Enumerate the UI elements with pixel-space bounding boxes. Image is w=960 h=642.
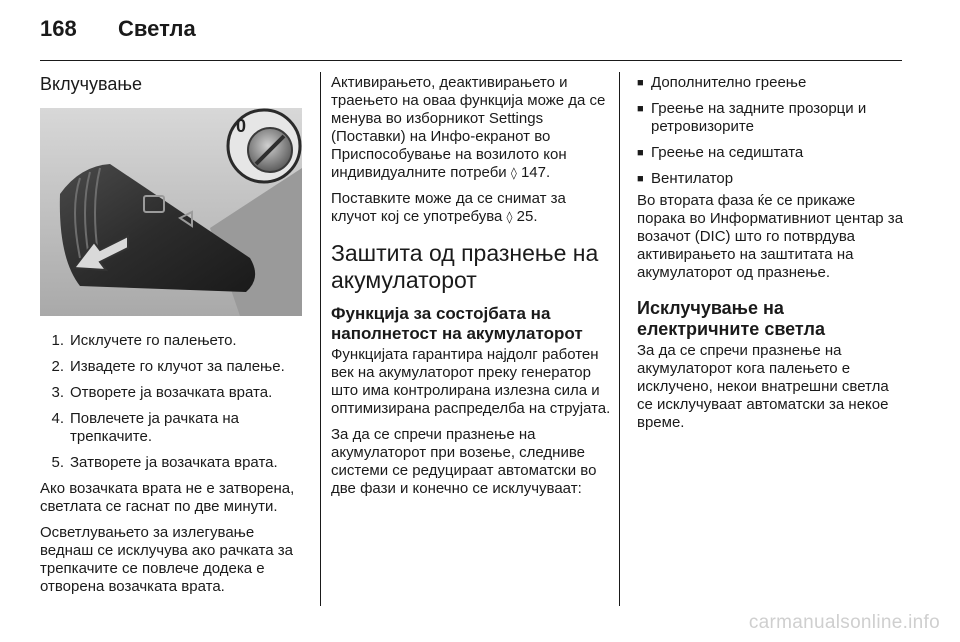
ignition-position-label: 0	[236, 116, 247, 136]
paragraph-key-memory: Поставките може да се снимат за клучот кој се употребува ◊ 25.	[331, 190, 566, 225]
bullet-icon: ■	[637, 77, 644, 89]
list-item: ■ Греење на седиштата	[637, 144, 804, 161]
list-item: ■ Греење на задните прозорци и ретровизорите	[637, 100, 867, 135]
step-item: 2. Извадете го клучот за палење.	[51, 358, 285, 375]
section-title: Светла	[118, 16, 196, 41]
steps-list	[40, 332, 310, 472]
column-divider-1	[320, 72, 321, 606]
heading-switch-on: Вклучување	[40, 74, 142, 94]
step-item: 1. Исклучете го палењето.	[51, 332, 237, 349]
page-ref-link[interactable]: 25.	[516, 208, 538, 225]
middle-column	[331, 74, 611, 506]
systems-list	[637, 74, 907, 188]
header-rule	[40, 60, 902, 61]
stalk-illustration	[40, 108, 302, 316]
paragraph-exit-lighting: Осветлувањето за излегување веднаш се исклучува ако рачката за трепкачите се повлече додека е отворена возачката врата.	[40, 524, 293, 595]
heading-lights-off: Исклучување на електричните светла	[637, 298, 825, 339]
step-item: 3. Отворете ја возачката врата.	[51, 384, 273, 401]
bullet-icon: ■	[637, 173, 644, 185]
list-item: ■ Вентилатор	[637, 170, 734, 187]
column-divider-2	[619, 72, 620, 606]
paragraph-interior-lights: За да се спречи празнење на акумулаторот кога палењето е исклучено, некои внатрешни светла се исклучуваат автоматски за некое време.	[637, 342, 889, 431]
step-item: 5. Затворете ја возачката врата.	[51, 454, 278, 471]
page-number: 168	[40, 16, 77, 41]
list-item: ■ Дополнително греење	[637, 74, 807, 91]
bullet-icon: ■	[637, 103, 644, 115]
page-ref-icon: ◊	[510, 166, 517, 180]
paragraph-door-open: Ако возачката врата не е затворена, светлата се гаснат по две минути.	[40, 480, 295, 515]
paragraph-settings: Активирањето, деактивирањето и траењето на оваа функција може да се менува во изборникот Settings (Поставки) на Инфо-екранот во Приспособување на возилото кон индивидуалните потреби ◊ 147.	[331, 74, 606, 181]
page-header	[40, 16, 196, 52]
left-column	[40, 74, 310, 604]
heading-charge-state: Функција за состојбата на наполнетост на акумулаторот	[331, 304, 583, 343]
bullet-icon: ■	[637, 147, 644, 159]
step-item: 4. Повлечете ја рачката на трепкачите.	[51, 410, 239, 445]
page-ref-link[interactable]: 147.	[520, 164, 551, 181]
page-ref-icon: ◊	[506, 210, 513, 224]
heading-battery-protection: Заштита од празнење на акумулаторот	[331, 240, 599, 293]
paragraph-generator: Функцијата гарантира најдолг работен век на акумулаторот преку генератор што има контролирана излезна сила и оптимизирана распределба на струјата.	[331, 346, 611, 417]
paragraph-dic-message: Во втората фаза ќе се прикаже порака во Информативниот центар за возачот (DIC) што го потврдува активирањето на заштитата на акумулаторот од празнење.	[637, 192, 904, 281]
turn-signal-stalk-image	[40, 108, 302, 316]
paragraph-systems-reduced: За да се спречи празнење на акумулаторот при возење, следниве системи се редуцираат автоматски во две фази и конечно се исклучуваат:	[331, 426, 597, 497]
right-column	[637, 74, 907, 440]
watermark: carmanualsonline.info	[748, 612, 940, 633]
